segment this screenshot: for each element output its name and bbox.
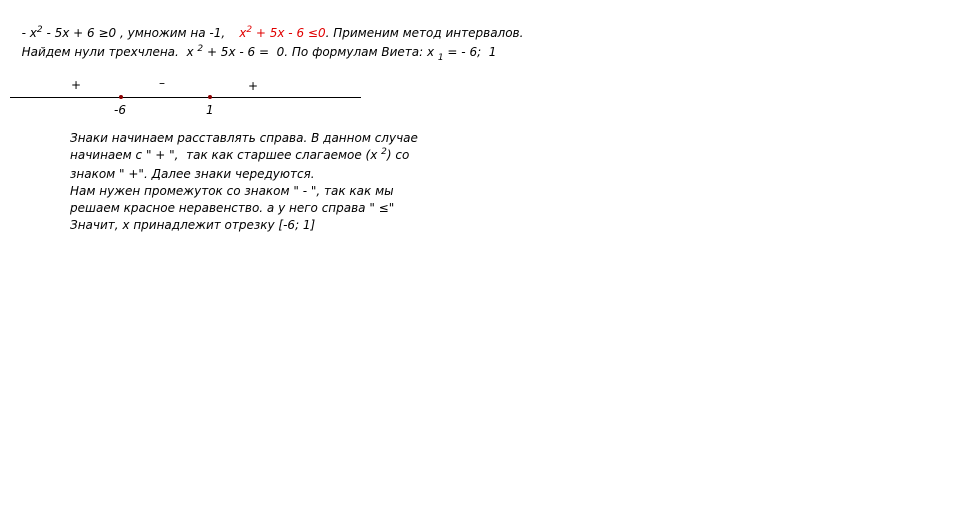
- superscript: 2: [197, 44, 204, 54]
- text: начинаем с " + ", так как старшее слагаемое (x: [70, 148, 382, 162]
- explanation-line: знаком " +". Далее знаки чередуются.: [70, 167, 315, 181]
- text: x: [239, 26, 247, 40]
- subscript: 1: [437, 53, 444, 63]
- point-one: [208, 95, 212, 99]
- axis-line: [10, 97, 361, 98]
- explanation: [70, 130, 430, 234]
- ge-sign: ≥0: [98, 26, 117, 40]
- explanation-line: решаем красное неравенство. а у него справа " ≤": [70, 201, 395, 215]
- text: Найдем нули трехчлена. x: [21, 45, 198, 59]
- explanation-line: [70, 147, 430, 166]
- superscript: 2: [246, 25, 253, 35]
- superscript: 2: [36, 25, 43, 35]
- text: - 5x + 6: [42, 26, 99, 40]
- text: + 5x - 6 = 0. По формулам Виета: x: [203, 45, 438, 59]
- vieta-line: [14, 31, 496, 61]
- sign-left: +: [71, 78, 82, 92]
- le-sign: ≤0: [307, 26, 326, 40]
- sign-right: +: [248, 79, 259, 93]
- text: - x: [21, 26, 37, 40]
- text: , умножим на -1,: [116, 26, 226, 40]
- point-label-one: 1: [206, 103, 214, 117]
- superscript: 2: [381, 147, 387, 157]
- point-minus-six: [119, 95, 123, 99]
- text: + 5x - 6: [252, 26, 308, 40]
- sign-middle: –: [159, 76, 165, 90]
- explanation-line: Значит, х принадлежит отрезку [-6; 1]: [70, 218, 316, 232]
- text: . Применим метод интервалов.: [325, 26, 524, 40]
- text: ) со: [386, 148, 410, 162]
- explanation-line: Знаки начинаем расставлять справа. В данном случае: [70, 131, 418, 145]
- text: = - 6; 1: [443, 45, 497, 59]
- explanation-line: Нам нужен промежуток со знаком " - ", так как мы: [70, 184, 394, 198]
- point-label-minus-six: -6: [114, 103, 126, 117]
